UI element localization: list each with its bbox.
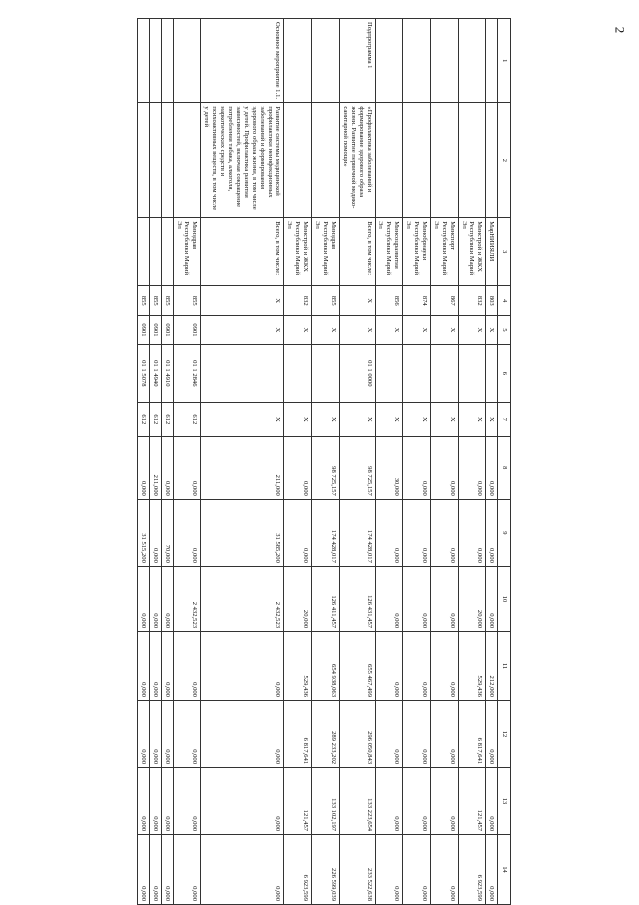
table-row xyxy=(137,19,149,905)
table-cell: 0,000 xyxy=(486,436,498,499)
table-cell xyxy=(403,103,431,218)
table-cell: 874 xyxy=(403,286,431,316)
table-cell xyxy=(137,19,149,103)
table-cell: 0,000 xyxy=(486,835,498,905)
table-cell xyxy=(161,218,173,286)
column-header-14: 14 xyxy=(498,835,511,905)
table-cell: 0,000 xyxy=(403,768,431,835)
table-cell: 612 xyxy=(173,402,201,436)
table-cell: 0,000 xyxy=(201,700,284,767)
table-cell xyxy=(375,19,403,103)
table-cell: 0,000 xyxy=(375,566,403,631)
table-row xyxy=(430,19,458,905)
table-cell: 0,000 xyxy=(375,835,403,905)
table-cell: 612 xyxy=(161,402,173,436)
table-cell: МарНИИЯЛИ xyxy=(486,218,498,286)
table-cell: 0,000 xyxy=(486,566,498,631)
table-cell: 01 1 2846 xyxy=(173,344,201,402)
table-cell: 233 522,638 xyxy=(339,835,375,905)
table-cell: 0,000 xyxy=(137,835,149,905)
table-cell: 0,000 xyxy=(375,700,403,767)
table-cell: 70,000 xyxy=(161,499,173,566)
table-cell: Подпрограмма 1 xyxy=(339,19,375,103)
column-header-9: 9 xyxy=(498,499,511,566)
table-cell xyxy=(284,19,312,103)
table-cell xyxy=(375,103,403,218)
budget-table xyxy=(137,18,511,905)
table-row xyxy=(201,19,284,905)
table-cell: X xyxy=(284,316,312,344)
table-row xyxy=(312,19,340,905)
column-header-12: 12 xyxy=(498,700,511,767)
table-cell: Минстрой и ЖКХ Республики Марий Эл xyxy=(284,218,312,286)
column-header-2: 2 xyxy=(498,103,511,218)
table-cell: 0,000 xyxy=(403,700,431,767)
table-cell xyxy=(430,19,458,103)
table-cell: 855 xyxy=(137,286,149,316)
table-cell: 0,000 xyxy=(173,700,201,767)
table-cell: Минстрой и ЖКХ Республики Марий Эл xyxy=(458,218,486,286)
table-cell: 855 xyxy=(312,286,340,316)
table-cell: 832 xyxy=(284,286,312,316)
table-cell xyxy=(403,344,431,402)
table-cell xyxy=(161,103,173,218)
table-cell: 855 xyxy=(149,286,161,316)
table-cell xyxy=(403,19,431,103)
table-cell: 0,000 xyxy=(284,499,312,566)
table-cell: 0,000 xyxy=(430,436,458,499)
table-cell: 0,000 xyxy=(137,768,149,835)
table-cell xyxy=(458,344,486,402)
table-cell: 121,457 xyxy=(458,768,486,835)
table-cell xyxy=(486,103,498,218)
table-cell: 0,000 xyxy=(137,436,149,499)
table-cell xyxy=(312,19,340,103)
table-cell: 126 411,457 xyxy=(312,566,340,631)
table-cell: 855 xyxy=(161,286,173,316)
table-cell: X xyxy=(339,402,375,436)
table-cell: 126 431,457 xyxy=(339,566,375,631)
table-cell: 121,457 xyxy=(284,768,312,835)
table-cell: X xyxy=(375,402,403,436)
table-cell: Минсоцразвития Республики Марий Эл xyxy=(375,218,403,286)
table-cell: 0,000 xyxy=(430,768,458,835)
table-cell: 20,000 xyxy=(458,566,486,631)
table-cell: 0,000 xyxy=(161,632,173,701)
table-cell: X xyxy=(403,316,431,344)
table-cell: 289 233,202 xyxy=(312,700,340,767)
table-cell: 226 599,039 xyxy=(312,835,340,905)
table-cell xyxy=(201,344,284,402)
table-cell: X xyxy=(339,286,375,316)
table-cell: 0,000 xyxy=(173,768,201,835)
table-cell xyxy=(161,19,173,103)
column-header-6: 6 xyxy=(498,344,511,402)
table-row xyxy=(284,19,312,905)
table-row xyxy=(161,19,173,905)
table-cell: 0,000 xyxy=(430,700,458,767)
table-cell: 0,000 xyxy=(173,632,201,701)
table-cell: 6 923,599 xyxy=(284,835,312,905)
table-cell xyxy=(312,344,340,402)
table-cell xyxy=(458,19,486,103)
table-cell xyxy=(312,103,340,218)
column-header-3: 3 xyxy=(498,218,511,286)
column-header-4: 4 xyxy=(498,286,511,316)
table-cell: Основное мероприятие 1.1. xyxy=(201,19,284,103)
table-cell: 832 xyxy=(458,286,486,316)
table-cell: 0,000 xyxy=(173,436,201,499)
table-cell: Всего, в том числе: xyxy=(339,218,375,286)
table-cell: 01 1 4940 xyxy=(149,344,161,402)
column-header-1: 1 xyxy=(498,19,511,103)
table-cell: 0,000 xyxy=(161,835,173,905)
table-cell: 296 050,843 xyxy=(339,700,375,767)
column-header-5: 5 xyxy=(498,316,511,344)
table-cell: 0,000 xyxy=(161,768,173,835)
table-cell: 0,000 xyxy=(403,566,431,631)
table-row xyxy=(339,19,375,905)
table-cell: 0,000 xyxy=(161,436,173,499)
column-header-8: 8 xyxy=(498,436,511,499)
table-header-row xyxy=(498,19,511,905)
table-cell: 0,000 xyxy=(173,499,201,566)
table-cell: Всего, в том числе: xyxy=(201,218,284,286)
table-row xyxy=(375,19,403,905)
table-cell: X xyxy=(201,316,284,344)
table-cell: 0,000 xyxy=(375,632,403,701)
table-cell: 0901 xyxy=(149,316,161,344)
table-cell: 01 1 4910 xyxy=(161,344,173,402)
table-cell: 0901 xyxy=(161,316,173,344)
table-cell: 612 xyxy=(137,402,149,436)
table-cell: 0,000 xyxy=(430,566,458,631)
table-cell: X xyxy=(458,316,486,344)
table-cell: 0,000 xyxy=(486,768,498,835)
table-cell: 31 585,200 xyxy=(201,499,284,566)
table-cell: 31 515,200 xyxy=(137,499,149,566)
table-cell xyxy=(458,103,486,218)
table-cell xyxy=(137,103,149,218)
table-cell: 0,000 xyxy=(430,632,458,701)
table-cell: 0,000 xyxy=(458,499,486,566)
table-cell: 0,000 xyxy=(403,436,431,499)
table-cell xyxy=(149,19,161,103)
table-cell: 0,000 xyxy=(173,835,201,905)
table-cell: 133 223,654 xyxy=(339,768,375,835)
table-cell: X xyxy=(458,402,486,436)
table-cell: 0,000 xyxy=(403,499,431,566)
table-cell: 0,000 xyxy=(201,632,284,701)
table-cell: 0,000 xyxy=(375,499,403,566)
table-cell: 0,000 xyxy=(201,835,284,905)
table-cell xyxy=(149,218,161,286)
table-cell: 856 xyxy=(375,286,403,316)
table-cell: 0,000 xyxy=(486,499,498,566)
table-cell: 867 xyxy=(430,286,458,316)
table-cell: 6 923,599 xyxy=(458,835,486,905)
table-cell: 30,000 xyxy=(375,436,403,499)
table-cell: 0,000 xyxy=(458,436,486,499)
table-cell: 529,436 xyxy=(458,632,486,701)
column-header-10: 10 xyxy=(498,566,511,631)
table-cell: 0,000 xyxy=(403,632,431,701)
table-cell: 212,000 xyxy=(486,632,498,701)
table-cell: 803 xyxy=(486,286,498,316)
table-cell: X xyxy=(375,316,403,344)
table-cell: X xyxy=(339,316,375,344)
table-cell: 0,000 xyxy=(149,566,161,631)
table-cell: 0,000 xyxy=(284,436,312,499)
table-cell: 6 817,641 xyxy=(284,700,312,767)
table-row xyxy=(486,19,498,905)
table-row xyxy=(403,19,431,905)
table-cell: 174 428,017 xyxy=(312,499,340,566)
table-cell xyxy=(284,344,312,402)
table-cell xyxy=(173,19,201,103)
table-cell: 0,000 xyxy=(430,499,458,566)
table-cell: 0,000 xyxy=(161,700,173,767)
table-cell: 655 467,499 xyxy=(339,632,375,701)
table-cell: X xyxy=(403,402,431,436)
column-header-13: 13 xyxy=(498,768,511,835)
table-cell: X xyxy=(430,316,458,344)
table-cell: 0,000 xyxy=(149,499,161,566)
table-cell: 0,000 xyxy=(149,632,161,701)
table-body xyxy=(137,19,497,905)
table-cell: X xyxy=(201,286,284,316)
table-cell: 0,000 xyxy=(486,700,498,767)
table-cell: 0,000 xyxy=(149,835,161,905)
table-cell: 133 102,197 xyxy=(312,768,340,835)
table-cell: X xyxy=(486,402,498,436)
table-cell: 0901 xyxy=(173,316,201,344)
table-cell: Минспорт Республики Марий Эл xyxy=(430,218,458,286)
table-cell: 0,000 xyxy=(137,566,149,631)
table-cell xyxy=(430,344,458,402)
table-cell xyxy=(430,103,458,218)
table-cell: X xyxy=(201,402,284,436)
table-cell: 6 817,641 xyxy=(458,700,486,767)
table-cell xyxy=(137,218,149,286)
table-cell: 2 432,523 xyxy=(201,566,284,631)
table-cell: Минобрнауки Республики Марий Эл xyxy=(403,218,431,286)
table-cell: X xyxy=(284,402,312,436)
page-number: 2 xyxy=(612,26,628,34)
table-cell: 0,000 xyxy=(137,700,149,767)
table-cell: 654 938,063 xyxy=(312,632,340,701)
table-cell: 98 725,157 xyxy=(339,436,375,499)
table-row xyxy=(458,19,486,905)
table-cell: 529,436 xyxy=(284,632,312,701)
table-cell: 211,000 xyxy=(149,436,161,499)
table-cell: 20,000 xyxy=(284,566,312,631)
table-cell xyxy=(375,344,403,402)
table-cell xyxy=(149,103,161,218)
table-cell: 0,000 xyxy=(149,768,161,835)
table-cell: 01 1 5078 xyxy=(137,344,149,402)
table-cell: 855 xyxy=(173,286,201,316)
table-cell: X xyxy=(312,402,340,436)
table-cell: 0,000 xyxy=(403,835,431,905)
table-cell: 0,000 xyxy=(161,566,173,631)
table-cell: 0901 xyxy=(137,316,149,344)
table-row xyxy=(149,19,161,905)
table-cell: 98 725,157 xyxy=(312,436,340,499)
table-cell xyxy=(486,19,498,103)
table-cell: 0,000 xyxy=(430,835,458,905)
table-cell: Развитие системы медицинской профилактики неинфекционных заболеваний и формирования здорового образа жизни, в том числе у детей. Профилактика развития зависимостей, включая сокращение потребления табака, алкоголя, наркотических средств и психоактивных веществ, в том числе у детей xyxy=(201,103,284,218)
table-cell: 0,000 xyxy=(149,700,161,767)
table-cell: X xyxy=(430,402,458,436)
table-cell: 0,000 xyxy=(201,768,284,835)
table-cell: 2 432,523 xyxy=(173,566,201,631)
table-cell: Минздрав Республики Марий Эл xyxy=(312,218,340,286)
table-cell: X xyxy=(312,316,340,344)
table-cell: 612 xyxy=(149,402,161,436)
table-cell: 0,000 xyxy=(137,632,149,701)
table-cell xyxy=(284,103,312,218)
table-cell: 211,000 xyxy=(201,436,284,499)
table-cell: Минздрав Республики Марий Эл xyxy=(173,218,201,286)
table-cell: X xyxy=(486,316,498,344)
table-cell xyxy=(173,103,201,218)
table-cell: 174 428,017 xyxy=(339,499,375,566)
table-row xyxy=(173,19,201,905)
column-header-11: 11 xyxy=(498,632,511,701)
table-cell: 0,000 xyxy=(375,768,403,835)
table-cell: 01 1 0000 xyxy=(339,344,375,402)
column-header-7: 7 xyxy=(498,402,511,436)
table-cell: «Профилактика заболеваний и формирование здорового образа жизни. Развитие первичной медико-санитарной помощи» xyxy=(339,103,375,218)
table-cell xyxy=(486,344,498,402)
